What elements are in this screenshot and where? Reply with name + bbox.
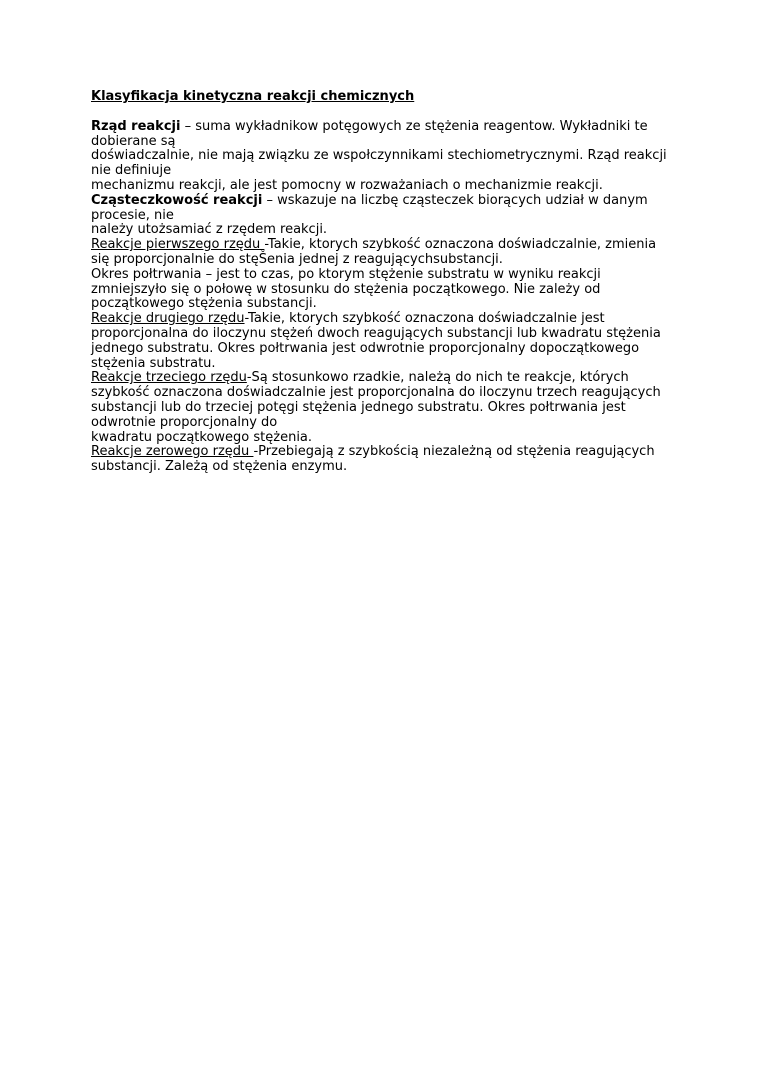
section-trzeci-rzad [91, 371, 671, 445]
heading-pierwszy-rzad: Reakcje pierwszego rzędu [91, 237, 265, 253]
text-line: się proporcjonalnie do stęŠenia jednej z reagującychsubstancji. [91, 251, 503, 267]
text-line: początkowego stężenia substancji. [91, 296, 317, 312]
text-line: nie definiuje [91, 163, 172, 179]
text-line [91, 238, 671, 253]
text-fragment: -Takie, ktorych szybkość oznaczona doświadczalnie, zmienia [264, 237, 657, 253]
text-line [91, 371, 671, 386]
text-line: Okres połtrwania – jest to czas, po ktorym stężenie substratu w wyniku reakcji [91, 266, 601, 282]
text-line: stężenia substratu. [91, 355, 216, 371]
text-line: procesie, nie [91, 207, 174, 223]
text-line [91, 120, 671, 135]
text-line: należy utożsamiać z rzędem reakcji. [91, 222, 328, 238]
text-line: jednego substratu. Okres połtrwania jest odwrotnie proporcjonalny dopoczątkowego [91, 340, 640, 356]
text-line: dobierane są [91, 133, 176, 149]
text-line: proporcjonalna do iloczynu stężeń dwoch reagujących substancji lub kwadratu stężenia [91, 325, 661, 341]
text-line: odwrotnie proporcjonalny do [91, 414, 278, 430]
term-czasteczkowosc: Cząsteczkowość reakcji [91, 192, 263, 208]
text-line: substancji lub do trzeciej potęgi stężenia jednego substratu. Okres połtrwania jest [91, 399, 626, 415]
section-rzad-reakcji [91, 120, 671, 194]
text-fragment: -Takie, ktorych szybkość oznaczona doświadczalnie jest [244, 311, 605, 327]
text-line: mechanizmu reakcji, ale jest pomocny w rozważaniach o mechanizmie reakcji. [91, 177, 603, 193]
section-drugi-rzad [91, 312, 671, 371]
text-line: substancji. Zależą od stężenia enzymu. [91, 459, 348, 475]
section-zerowy-rzad [91, 445, 671, 475]
document-page [91, 90, 671, 475]
text-fragment: -Są stosunkowo rzadkie, należą do nich te reakcje, których [246, 370, 629, 386]
text-line: zmniejszyło się o połowę w stosunku do stężenia początkowego. Nie zależy od [91, 281, 601, 297]
document-title: Klasyfikacja kinetyczna reakcji chemicznych [91, 89, 415, 104]
heading-drugi-rzad: Reakcje drugiego rzędu [91, 311, 245, 327]
text-fragment: – suma wykładnikow potęgowych ze stężenia reagentow. Wykładniki te [180, 118, 648, 134]
section-pierwszy-rzad [91, 238, 671, 312]
term-rzad-reakcji: Rząd reakcji [91, 118, 181, 134]
heading-trzeci-rzad: Reakcje trzeciego rzędu [91, 370, 247, 386]
section-czasteczkowosc [91, 194, 671, 238]
text-line: doświadczalnie, nie mają związku ze wspołczynnikami stechiometrycznymi. Rząd reakcji [91, 148, 667, 164]
text-line [91, 445, 671, 460]
text-fragment: – wskazuje na liczbę cząsteczek biorących udział w danym [262, 192, 648, 208]
text-line [91, 194, 671, 209]
heading-zerowy-rzad: Reakcje zerowego rzędu [91, 444, 254, 460]
text-line: szybkość oznaczona doświadczalnie jest proporcjonalna do iloczynu trzech reagujących [91, 385, 661, 401]
text-line [91, 312, 671, 327]
text-line: kwadratu początkowego stężenia. [91, 429, 313, 445]
text-fragment: -Przebiegają z szybkością niezależną od stężenia reagujących [253, 444, 655, 460]
